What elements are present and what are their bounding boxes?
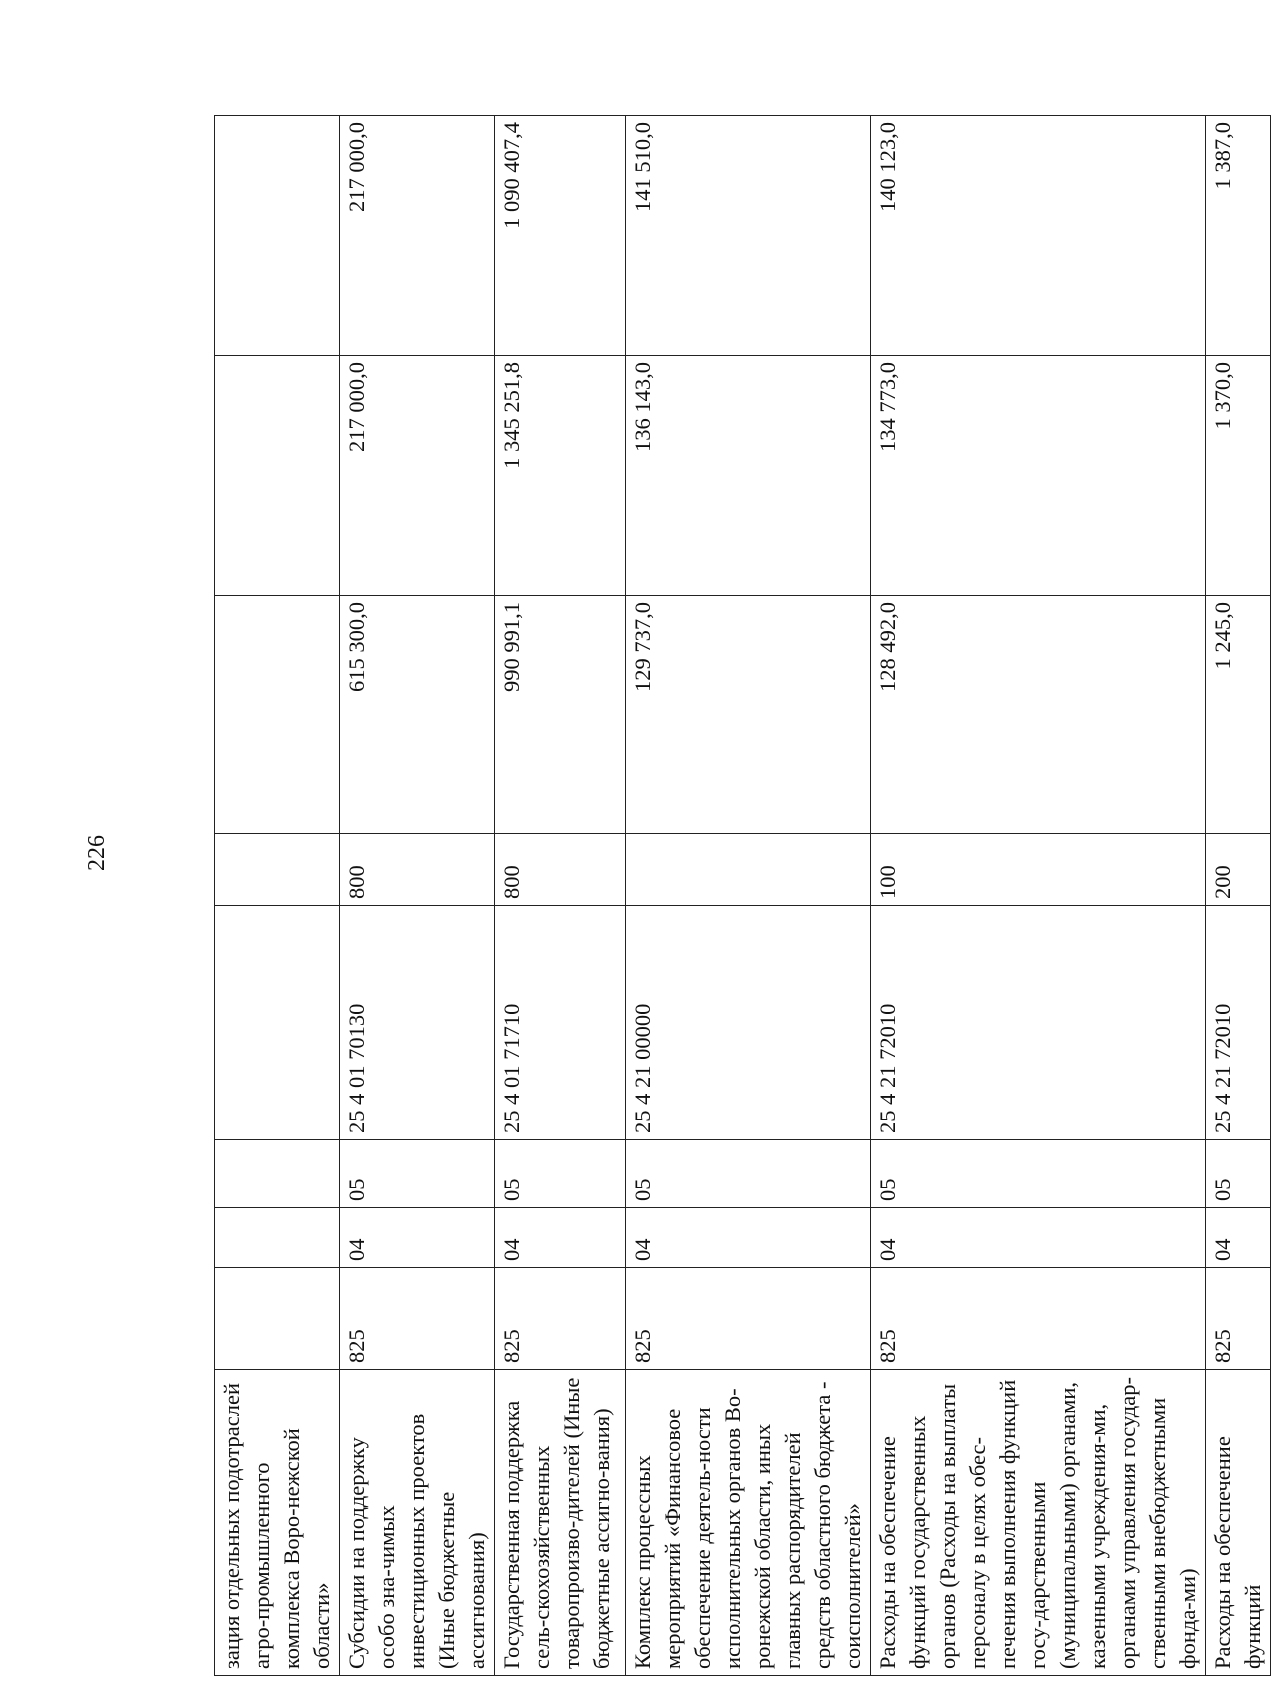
subsection-code-cell: 05 [340, 1140, 495, 1208]
expense-type-cell [215, 834, 340, 906]
row-name-cell: Комплекс процессных мероприятий «Финансовое обеспечение деятель-ности исполнительных органов Во-ронежской области, иных главных распорядителей средств областного бюджета - соисполнителей» [626, 1370, 871, 1676]
expense-type-cell: 800 [340, 834, 495, 906]
target-article-cell: 25 4 01 70130 [340, 906, 495, 1140]
amount-year3-cell [215, 116, 340, 356]
amount-year2-cell [215, 356, 340, 596]
budget-table-body [215, 116, 1271, 1676]
section-code-cell: 04 [1206, 1208, 1271, 1268]
admin-code-cell: 825 [1206, 1268, 1271, 1370]
amount-year1-cell: 615 300,0 [340, 596, 495, 834]
subsection-code-cell: 05 [1206, 1140, 1271, 1208]
target-article-cell: 25 4 01 71710 [495, 906, 626, 1140]
amount-year2-cell: 1 345 251,8 [495, 356, 626, 596]
amount-year3-cell: 1 090 407,4 [495, 116, 626, 356]
table-row [215, 116, 340, 1676]
amount-year2-cell: 1 370,0 [1206, 356, 1271, 596]
amount-year1-cell: 990 991,1 [495, 596, 626, 834]
admin-code-cell [215, 1268, 340, 1370]
admin-code-cell: 825 [495, 1268, 626, 1370]
target-article-cell: 25 4 21 72010 [1206, 906, 1271, 1140]
table-row [495, 116, 626, 1676]
expense-type-cell: 800 [495, 834, 626, 906]
admin-code-cell: 825 [871, 1268, 1206, 1370]
amount-year1-cell: 128 492,0 [871, 596, 1206, 834]
subsection-code-cell [215, 1140, 340, 1208]
table-row [1206, 116, 1271, 1676]
target-article-cell [215, 906, 340, 1140]
section-code-cell: 04 [871, 1208, 1206, 1268]
subsection-code-cell: 05 [495, 1140, 626, 1208]
row-name-cell: Субсидии на поддержку особо зна-чимых инвестиционных проектов (Иные бюджетные ассигнования) [340, 1370, 495, 1676]
table-row [626, 116, 871, 1676]
row-name-cell: Государственная поддержка сель-скохозяйственных товаропроизво-дителей (Иные бюджетные ассигно-вания) [495, 1370, 626, 1676]
row-name-cell: Расходы на обеспечение функций государственных органов (Расходы на выплаты персоналу в целях обес-печения выполнения функций госу-дарственными (муниципальными) органами, казенными учреждения-ми, органами управления государ-ственными внебюджетными фонда-ми) [871, 1370, 1206, 1676]
subsection-code-cell: 05 [871, 1140, 1206, 1208]
section-code-cell: 04 [495, 1208, 626, 1268]
target-article-cell: 25 4 21 00000 [626, 906, 871, 1140]
amount-year1-cell: 1 245,0 [1206, 596, 1271, 834]
admin-code-cell: 825 [340, 1268, 495, 1370]
section-code-cell: 04 [340, 1208, 495, 1268]
row-name-cell: Расходы на обеспечение функций [1206, 1370, 1271, 1676]
subsection-code-cell: 05 [626, 1140, 871, 1208]
table-row [340, 116, 495, 1676]
row-name-cell: зация отдельных подотраслей агро-промышленного комплекса Воро-нежской области» [215, 1370, 340, 1676]
amount-year3-cell: 1 387,0 [1206, 116, 1271, 356]
amount-year2-cell: 136 143,0 [626, 356, 871, 596]
budget-table-rotated [214, 116, 1265, 1676]
amount-year2-cell: 217 000,0 [340, 356, 495, 596]
table-row [871, 116, 1206, 1676]
amount-year3-cell: 141 510,0 [626, 116, 871, 356]
budget-table-container [214, 116, 1265, 1676]
section-code-cell: 04 [626, 1208, 871, 1268]
expense-type-cell [626, 834, 871, 906]
admin-code-cell: 825 [626, 1268, 871, 1370]
expense-type-cell: 100 [871, 834, 1206, 906]
page-number: 226 [84, 835, 110, 871]
section-code-cell [215, 1208, 340, 1268]
amount-year2-cell: 134 773,0 [871, 356, 1206, 596]
target-article-cell: 25 4 21 72010 [871, 906, 1206, 1140]
amount-year3-cell: 217 000,0 [340, 116, 495, 356]
expense-type-cell: 200 [1206, 834, 1271, 906]
amount-year1-cell: 129 737,0 [626, 596, 871, 834]
amount-year1-cell [215, 596, 340, 834]
budget-table [214, 115, 1271, 1676]
amount-year3-cell: 140 123,0 [871, 116, 1206, 356]
